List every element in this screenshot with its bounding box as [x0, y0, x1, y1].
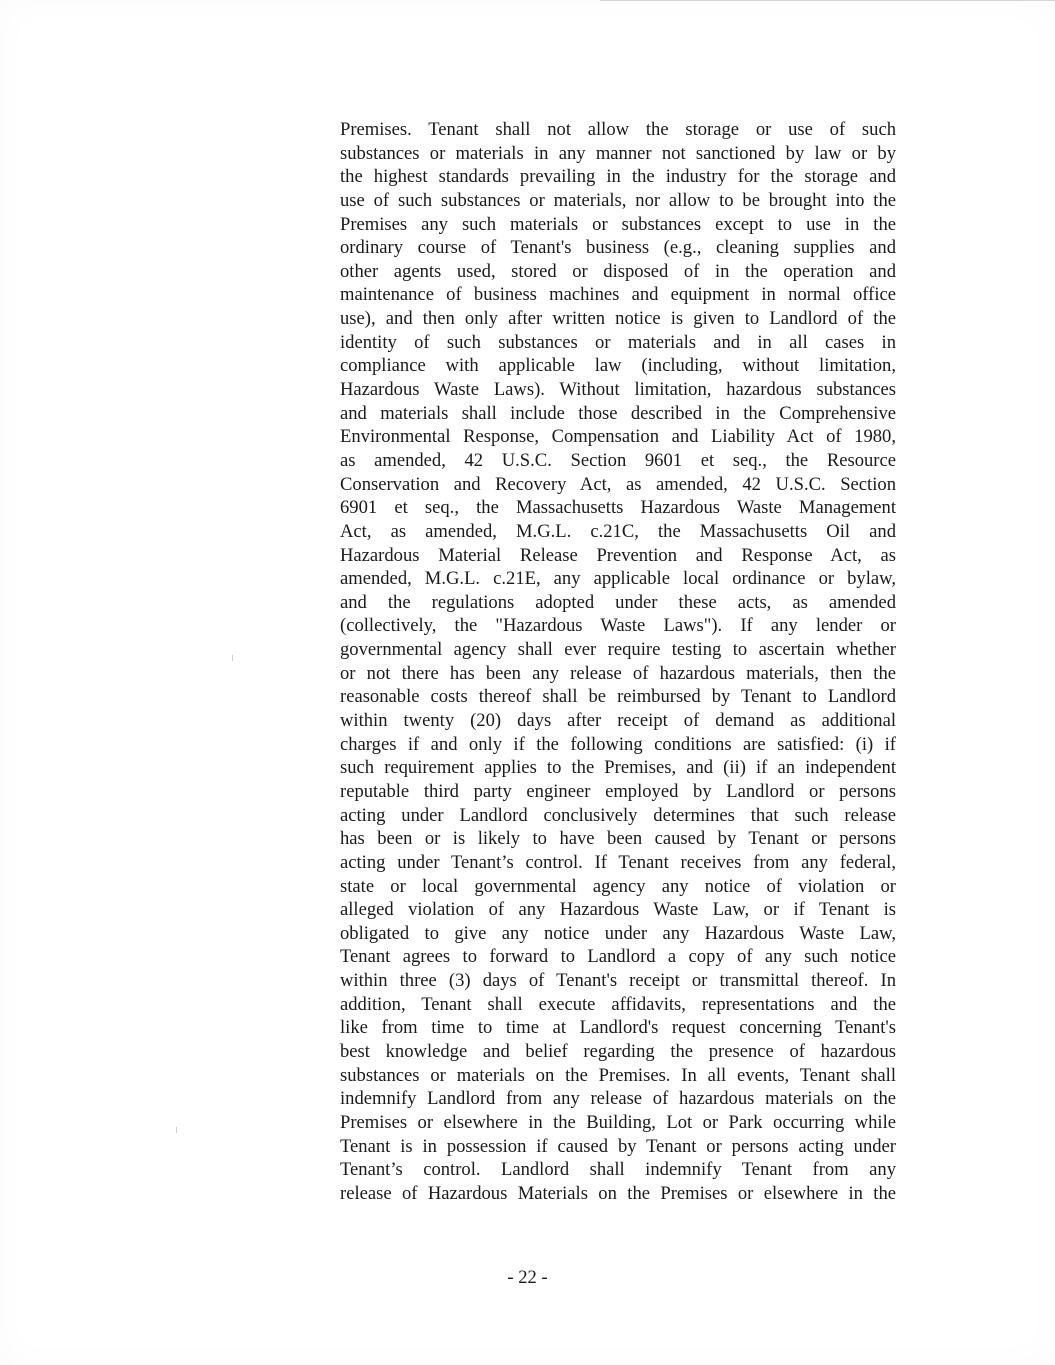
document-line: Premises. Tenant shall not allow the storage or use of such: [340, 119, 896, 140]
document-line: Act, as amended, M.G.L. c.21C, the Massachusetts Oil and: [340, 520, 896, 542]
document-line: acting under Tenant’s control. If Tenant receives from any federal,: [340, 851, 896, 873]
document-line: use of such substances or materials, nor allow to be brought into the: [340, 189, 896, 211]
document-line: Premises any such materials or substances except to use in the: [340, 213, 896, 235]
scan-speck: [232, 655, 233, 661]
page-number: - 22 -: [507, 1267, 548, 1288]
document-line: ordinary course of Tenant's business (e.g., cleaning supplies and: [340, 237, 896, 259]
document-line: acting under Landlord conclusively determines that such release: [340, 804, 896, 826]
document-line: charges if and only if the following conditions are satisfied: (i) if: [340, 733, 896, 755]
document-line: Tenant’s control. Landlord shall indemnify Tenant from any: [340, 1159, 896, 1181]
scan-edge-line: [600, 0, 1055, 1]
document-line: and materials shall include those described in the Comprehensive: [340, 402, 896, 424]
document-line: alleged violation of any Hazardous Waste Law, or if Tenant is: [340, 899, 896, 921]
document-line: has been or is likely to have been caused by Tenant or persons: [340, 828, 896, 850]
document-body: [340, 118, 896, 1205]
document-line: use), and then only after written notice is given to Landlord of the: [340, 308, 896, 330]
document-line: and the regulations adopted under these acts, as amended: [340, 591, 896, 613]
document-line: Conservation and Recovery Act, as amended, 42 U.S.C. Section: [340, 473, 896, 495]
document-line: (collectively, the "Hazardous Waste Laws"). If any lender or: [340, 615, 896, 637]
document-line: the highest standards prevailing in the industry for the storage and: [340, 166, 896, 188]
document-line: as amended, 42 U.S.C. Section 9601 et seq., the Resource: [340, 449, 896, 471]
document-line: substances or materials on the Premises. In all events, Tenant shall: [340, 1064, 896, 1086]
document-line: release of Hazardous Materials on the Premises or elsewhere in the: [340, 1182, 896, 1204]
scan-speck: [176, 1127, 177, 1133]
document-line: best knowledge and belief regarding the presence of hazardous: [340, 1040, 896, 1062]
document-line: Tenant agrees to forward to Landlord a copy of any such notice: [340, 946, 896, 968]
document-line: reasonable costs thereof shall be reimbursed by Tenant to Landlord: [340, 686, 896, 708]
document-line: state or local governmental agency any notice of violation or: [340, 875, 896, 897]
document-line: such requirement applies to the Premises, and (ii) if an independent: [340, 757, 896, 779]
document-line: Hazardous Material Release Prevention and Response Act, as: [340, 544, 896, 566]
document-line: indemnify Landlord from any release of hazardous materials on the: [340, 1088, 896, 1110]
document-line: Premises or elsewhere in the Building, Lot or Park occurring while: [340, 1111, 896, 1133]
document-line: 6901 et seq., the Massachusetts Hazardous Waste Management: [340, 497, 896, 519]
document-line: Environmental Response, Compensation and Liability Act of 1980,: [340, 426, 896, 448]
document-line: within three (3) days of Tenant's receipt or transmittal thereof. In: [340, 970, 896, 992]
document-line: maintenance of business machines and equipment in normal office: [340, 284, 896, 306]
document-line: other agents used, stored or disposed of in the operation and: [340, 260, 896, 282]
document-line: identity of such substances or materials and in all cases in: [340, 331, 896, 353]
document-line: Tenant is in possession if caused by Tenant or persons acting under: [340, 1135, 896, 1157]
document-line: Hazardous Waste Laws). Without limitation, hazardous substances: [340, 379, 896, 401]
document-line: amended, M.G.L. c.21E, any applicable local ordinance or bylaw,: [340, 568, 896, 590]
document-line: within twenty (20) days after receipt of demand as additional: [340, 710, 896, 732]
document-line: like from time to time at Landlord's request concerning Tenant's: [340, 1017, 896, 1039]
document-line: compliance with applicable law (including, without limitation,: [340, 355, 896, 377]
document-line: substances or materials in any manner not sanctioned by law or by: [340, 142, 896, 164]
document-line: or not there has been any release of hazardous materials, then the: [340, 662, 896, 684]
document-line: reputable third party engineer employed by Landlord or persons: [340, 780, 896, 802]
document-line: governmental agency shall ever require testing to ascertain whether: [340, 639, 896, 661]
document-line: obligated to give any notice under any Hazardous Waste Law,: [340, 922, 896, 944]
document-line: addition, Tenant shall execute affidavits, representations and the: [340, 993, 896, 1015]
